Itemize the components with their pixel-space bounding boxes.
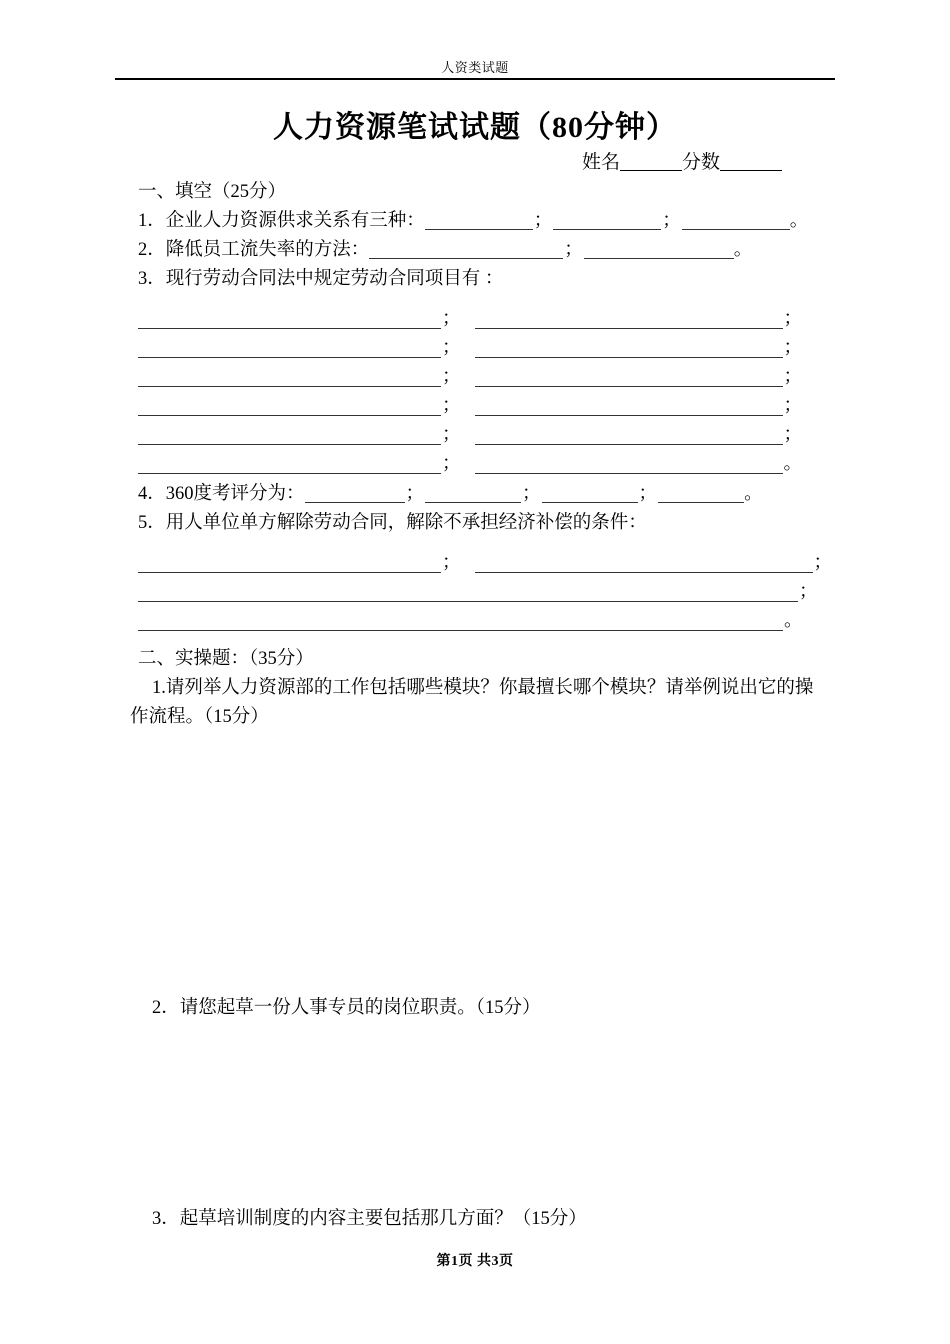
q3-mark-left: ；: [442, 309, 461, 329]
q5-mark-right: ；: [813, 553, 833, 573]
q5-blank-full-1[interactable]: [138, 580, 798, 602]
name-label: 姓名: [581, 152, 620, 173]
q3-blank-row: [138, 358, 838, 387]
answer-space-q2[interactable]: [138, 1023, 838, 1205]
q5-blank-row: [138, 602, 838, 631]
q2-text: 2．降低员工流失率的方法：: [138, 240, 370, 260]
q3-blank-left[interactable]: [138, 307, 441, 329]
q3-blank-right[interactable]: [475, 394, 783, 416]
section2-question-1-line2: 作流程。（15分）: [130, 707, 269, 727]
q3-mark-left: ；: [442, 396, 461, 416]
q4-blank-3[interactable]: [542, 486, 638, 503]
q3-mark-left: ；: [442, 367, 461, 387]
q3-blank-right[interactable]: [475, 307, 783, 329]
section2-heading: 二、实操题：（35分）: [138, 649, 314, 669]
q5-blank-full-2[interactable]: [138, 609, 783, 631]
section1-question-5: [138, 509, 838, 538]
score-label: 分数: [681, 152, 720, 173]
page-header: [115, 60, 835, 80]
q3-mark-right: ；: [783, 396, 803, 416]
q3-blank-right[interactable]: [475, 452, 783, 474]
q3-mark-left: ；: [442, 338, 461, 358]
q3-blank-row: [138, 329, 838, 358]
section1-question-1: [138, 207, 838, 236]
q3-blank-row: [138, 416, 838, 445]
page-title: 人力资源笔试试题（80分钟）: [273, 111, 677, 144]
name-score-line: [0, 150, 782, 176]
q2-end-mark: 。: [733, 240, 753, 260]
q3-blank-left[interactable]: [138, 452, 441, 474]
q4-blank-2[interactable]: [425, 486, 521, 503]
q3-text: 3．现行劳动合同法中规定劳动合同项目有 ：: [138, 269, 504, 289]
q1-text: 1．企业人力资源供求关系有三种：: [138, 211, 425, 231]
q5-mark-row3: 。: [784, 611, 803, 631]
q3-blank-left[interactable]: [138, 394, 441, 416]
q3-blank-left[interactable]: [138, 423, 441, 445]
q3-blank-left[interactable]: [138, 365, 441, 387]
q4-sep-3: ；: [638, 484, 658, 504]
name-blank[interactable]: [620, 170, 682, 171]
q5-blank-right[interactable]: [475, 551, 813, 573]
q3-mark-right: ；: [783, 367, 803, 387]
section2-question-1-line1: 1.请列举人力资源部的工作包括哪些模块？你最擅长哪个模块？请举例说出它的操: [152, 678, 814, 698]
q3-blank-right[interactable]: [475, 423, 783, 445]
q2-sep-1: ；: [564, 240, 583, 260]
q1-end-mark: 。: [789, 211, 809, 231]
q1-blank-2[interactable]: [553, 213, 661, 230]
q3-mark-right: 。: [783, 454, 803, 474]
q3-blank-right[interactable]: [475, 336, 783, 358]
q1-sep-2: ；: [662, 211, 681, 231]
q3-blank-row: [138, 300, 838, 329]
q3-blank-left[interactable]: [138, 336, 441, 358]
section1-question-2: [138, 236, 838, 265]
section1-question-4: [138, 480, 838, 509]
q3-blank-row: [138, 445, 838, 474]
score-blank[interactable]: [720, 170, 782, 171]
q3-mark-right: ；: [783, 425, 803, 445]
q1-sep-1: ；: [533, 211, 553, 231]
q4-end-mark: 。: [744, 484, 763, 504]
q3-mark-left: ；: [442, 425, 461, 445]
q3-blank-row: [138, 387, 838, 416]
spacer: [138, 631, 838, 645]
q4-text: 4．360度考评分为：: [138, 484, 305, 504]
q3-blank-right[interactable]: [475, 365, 783, 387]
q5-blank-row: [138, 544, 838, 573]
q1-blank-3[interactable]: [682, 213, 790, 230]
header-rule: [115, 78, 835, 80]
section2-question-3: 3．起草培训制度的内容主要包括那几方面？（15分）: [152, 1209, 587, 1229]
page-footer: 第1页 共3页: [436, 1254, 514, 1269]
q2-blank-2[interactable]: [584, 242, 734, 259]
q4-sep-1: ；: [405, 484, 425, 504]
exam-body: [130, 178, 838, 1234]
q5-blank-left[interactable]: [138, 551, 441, 573]
q4-sep-2: ；: [522, 484, 541, 504]
q3-mark-left: ；: [442, 454, 461, 474]
q4-blank-1[interactable]: [305, 486, 405, 503]
q5-text: 5．用人单位单方解除劳动合同，解除不承担经济补偿的条件：: [138, 513, 647, 533]
q3-mark-right: ；: [783, 309, 803, 329]
q5-mark-row2: ；: [799, 582, 818, 602]
q3-mark-right: ；: [783, 338, 803, 358]
q5-blank-row: [138, 573, 838, 602]
q2-blank-1[interactable]: [369, 242, 563, 259]
answer-space-q1[interactable]: [138, 732, 838, 994]
section1-heading: 一、填空（25分）: [138, 182, 287, 202]
section2-question-2: 2．请您起草一份人事专员的岗位职责。（15分）: [152, 998, 541, 1018]
section1-question-3: [138, 265, 838, 294]
running-title: 人资类试题: [441, 60, 509, 75]
q4-blank-4[interactable]: [658, 486, 744, 503]
q5-mark-left: ；: [442, 553, 461, 573]
q1-blank-1[interactable]: [425, 213, 533, 230]
